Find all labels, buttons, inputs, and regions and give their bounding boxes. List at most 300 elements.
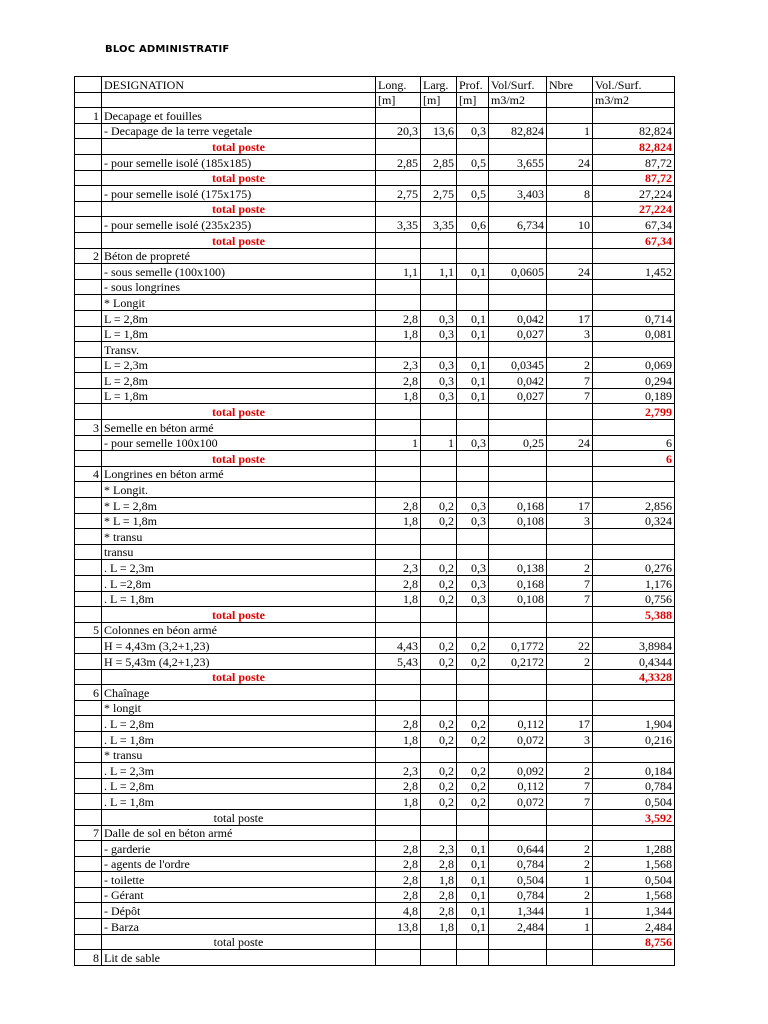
cell-designation: - Decapage de la terre vegetale <box>102 123 376 139</box>
cell-unit-volume <box>489 420 547 436</box>
cell-unit-volume: 0,0345 <box>489 357 547 373</box>
cell-unit-volume <box>489 825 547 841</box>
cell-length: 1,8 <box>376 388 421 404</box>
cell-width: 0,2 <box>421 591 457 607</box>
cell-length: 1,1 <box>376 264 421 280</box>
cell-count <box>547 404 593 420</box>
cell-width: 0,3 <box>421 310 457 326</box>
cell-designation: . L = 1,8m <box>102 794 376 810</box>
cell-count: 3 <box>547 326 593 342</box>
cell-width <box>421 279 457 295</box>
cell-count: 24 <box>547 264 593 280</box>
cell-depth: 0,6 <box>457 217 489 233</box>
cell-depth: 0,2 <box>457 731 489 747</box>
cell-total-volume: 1,288 <box>593 841 675 857</box>
cell-item-number <box>75 716 102 732</box>
cell-count <box>547 482 593 498</box>
cell-total-volume <box>593 108 675 124</box>
cell-unit-volume <box>489 279 547 295</box>
cell-designation: * L = 2,8m <box>102 498 376 514</box>
cell-width: 0,3 <box>421 388 457 404</box>
cell-count: 2 <box>547 763 593 779</box>
cell-width: 0,3 <box>421 357 457 373</box>
cell-count: 2 <box>547 560 593 576</box>
cell-unit-volume: 0,168 <box>489 576 547 592</box>
cell-total-volume: 8,756 <box>593 934 675 950</box>
cell-unit-volume <box>489 232 547 248</box>
cell-count: 2 <box>547 887 593 903</box>
table-row <box>75 295 675 311</box>
cell-total-volume <box>593 279 675 295</box>
table-row <box>75 310 675 326</box>
cell-length: 4,43 <box>376 638 421 654</box>
total-row <box>75 232 675 248</box>
cell-count: 7 <box>547 388 593 404</box>
cell-designation: DESIGNATION <box>102 77 376 93</box>
table-row <box>75 357 675 373</box>
cell-count: 3 <box>547 731 593 747</box>
table-row <box>75 217 675 233</box>
cell-total-volume <box>593 529 675 545</box>
table-row <box>75 248 675 264</box>
cell-unit-volume <box>489 934 547 950</box>
cell-unit-volume: 82,824 <box>489 123 547 139</box>
cell-unit-volume: 0,072 <box>489 794 547 810</box>
cell-unit-volume: m3/m2 <box>489 92 547 108</box>
cell-total-volume: 3,592 <box>593 809 675 825</box>
table-row <box>75 950 675 966</box>
cell-width <box>421 622 457 638</box>
cell-designation: - sous semelle (100x100) <box>102 264 376 280</box>
cell-width <box>421 809 457 825</box>
cell-length <box>376 809 421 825</box>
total-row <box>75 451 675 467</box>
cell-total-volume <box>593 685 675 701</box>
cell-designation: Dalle de sol en béton armé <box>102 825 376 841</box>
cell-item-number <box>75 560 102 576</box>
cell-count <box>547 92 593 108</box>
cell-width: 0,2 <box>421 716 457 732</box>
cell-total-volume <box>593 466 675 482</box>
cell-length: 2,75 <box>376 186 421 202</box>
cell-total-volume: 82,824 <box>593 123 675 139</box>
cell-depth: 0,5 <box>457 154 489 170</box>
cell-length <box>376 747 421 763</box>
cell-total-volume <box>593 747 675 763</box>
cell-length: [m] <box>376 92 421 108</box>
cell-item-number <box>75 92 102 108</box>
cell-depth <box>457 201 489 217</box>
table-row <box>75 841 675 857</box>
cell-item-number <box>75 77 102 93</box>
cell-item-number <box>75 778 102 794</box>
cell-length <box>376 700 421 716</box>
cell-depth <box>457 809 489 825</box>
cell-width: 1 <box>421 435 457 451</box>
cell-unit-volume: 3,403 <box>489 186 547 202</box>
cell-width: 2,8 <box>421 856 457 872</box>
cell-depth <box>457 544 489 560</box>
cell-total-volume: 0,276 <box>593 560 675 576</box>
cell-unit-volume: 0,112 <box>489 778 547 794</box>
cell-unit-volume <box>489 685 547 701</box>
cell-designation: total poste <box>102 170 376 186</box>
cell-depth <box>457 622 489 638</box>
cell-unit-volume: 0,112 <box>489 716 547 732</box>
cell-count: 1 <box>547 903 593 919</box>
cell-item-number <box>75 388 102 404</box>
cell-item-number: 2 <box>75 248 102 264</box>
cell-item-number <box>75 700 102 716</box>
cell-count <box>547 809 593 825</box>
cell-length: 20,3 <box>376 123 421 139</box>
cell-depth: 0,2 <box>457 638 489 654</box>
cell-unit-volume: 0,1772 <box>489 638 547 654</box>
cell-length: 1,8 <box>376 326 421 342</box>
cell-total-volume: 0,294 <box>593 373 675 389</box>
table-row <box>75 872 675 888</box>
cell-count: 2 <box>547 357 593 373</box>
cell-count: 7 <box>547 576 593 592</box>
cell-width: [m] <box>421 92 457 108</box>
cell-designation: * longit <box>102 700 376 716</box>
cell-count <box>547 420 593 436</box>
cell-designation: . L = 2,3m <box>102 560 376 576</box>
cell-width: 0,2 <box>421 638 457 654</box>
cell-total-volume <box>593 544 675 560</box>
cell-depth <box>457 607 489 623</box>
cell-item-number <box>75 576 102 592</box>
cell-unit-volume <box>489 809 547 825</box>
table-row <box>75 342 675 358</box>
cell-length: 2,3 <box>376 763 421 779</box>
cell-total-volume: 67,34 <box>593 232 675 248</box>
cell-depth: 0,5 <box>457 186 489 202</box>
cell-width: 2,3 <box>421 841 457 857</box>
cell-designation: total poste <box>102 201 376 217</box>
cell-width <box>421 466 457 482</box>
cell-item-number <box>75 326 102 342</box>
cell-length <box>376 404 421 420</box>
cell-item-number <box>75 498 102 514</box>
cell-unit-volume: 0,644 <box>489 841 547 857</box>
cell-width: 0,2 <box>421 794 457 810</box>
cell-depth <box>457 170 489 186</box>
cell-total-volume: 87,72 <box>593 154 675 170</box>
cell-count <box>547 950 593 966</box>
cell-count <box>547 279 593 295</box>
cell-depth <box>457 295 489 311</box>
cell-item-number: 3 <box>75 420 102 436</box>
cell-item-number <box>75 513 102 529</box>
cell-width <box>421 482 457 498</box>
table-row <box>75 388 675 404</box>
table-row <box>75 498 675 514</box>
cell-total-volume: 27,224 <box>593 186 675 202</box>
cell-designation: - Gérant <box>102 887 376 903</box>
cell-depth <box>457 420 489 436</box>
cell-count <box>547 700 593 716</box>
cell-width: 0,2 <box>421 513 457 529</box>
cell-unit-volume: 0,027 <box>489 388 547 404</box>
cell-length: 3,35 <box>376 217 421 233</box>
cell-item-number <box>75 669 102 685</box>
cell-count: 3 <box>547 513 593 529</box>
cell-width: 1,1 <box>421 264 457 280</box>
total-row <box>75 607 675 623</box>
cell-count <box>547 934 593 950</box>
cell-depth <box>457 108 489 124</box>
cell-designation: - Barza <box>102 919 376 935</box>
cell-width <box>421 950 457 966</box>
cell-width: 0,3 <box>421 373 457 389</box>
cell-length <box>376 342 421 358</box>
cell-depth: 0,2 <box>457 716 489 732</box>
cell-item-number: 1 <box>75 108 102 124</box>
cell-width <box>421 295 457 311</box>
cell-count <box>547 825 593 841</box>
cell-length: 2,85 <box>376 154 421 170</box>
table-row <box>75 326 675 342</box>
cell-total-volume <box>593 700 675 716</box>
cell-width: 2,85 <box>421 154 457 170</box>
cell-designation: total poste <box>102 669 376 685</box>
cell-unit-volume: 0,042 <box>489 310 547 326</box>
cell-designation: H = 4,43m (3,2+1,23) <box>102 638 376 654</box>
table-row <box>75 186 675 202</box>
cell-item-number <box>75 638 102 654</box>
cell-length <box>376 201 421 217</box>
cell-unit-volume: 0,504 <box>489 872 547 888</box>
cell-count: 17 <box>547 716 593 732</box>
cell-length <box>376 170 421 186</box>
table-row <box>75 763 675 779</box>
cell-item-number <box>75 841 102 857</box>
cell-designation: Lit de sable <box>102 950 376 966</box>
cell-designation: L = 1,8m <box>102 326 376 342</box>
cell-count <box>547 295 593 311</box>
cell-designation: total poste <box>102 232 376 248</box>
cell-designation: - pour semelle isolé (175x175) <box>102 186 376 202</box>
cell-width <box>421 934 457 950</box>
cell-count <box>547 669 593 685</box>
cell-width <box>421 170 457 186</box>
cell-width: 0,2 <box>421 576 457 592</box>
table-row <box>75 685 675 701</box>
cell-count: 1 <box>547 919 593 935</box>
cell-length <box>376 950 421 966</box>
cell-total-volume <box>593 248 675 264</box>
cell-length: 2,8 <box>376 856 421 872</box>
cell-depth <box>457 747 489 763</box>
cell-width <box>421 404 457 420</box>
cell-width: 0,2 <box>421 560 457 576</box>
total-row <box>75 170 675 186</box>
cell-total-volume: 2,799 <box>593 404 675 420</box>
cell-unit-volume <box>489 108 547 124</box>
cell-depth <box>457 700 489 716</box>
table-row <box>75 373 675 389</box>
cell-designation: Semelle en béton armé <box>102 420 376 436</box>
cell-count <box>547 529 593 545</box>
cell-total-volume: m3/m2 <box>593 92 675 108</box>
cell-count <box>547 248 593 264</box>
cell-item-number <box>75 903 102 919</box>
cell-item-number <box>75 154 102 170</box>
cell-item-number <box>75 264 102 280</box>
cell-depth: 0,1 <box>457 357 489 373</box>
table-row <box>75 544 675 560</box>
cell-total-volume: 5,388 <box>593 607 675 623</box>
cell-length: 1,8 <box>376 731 421 747</box>
cell-count: 24 <box>547 435 593 451</box>
cell-unit-volume: 0,784 <box>489 856 547 872</box>
cell-depth: 0,1 <box>457 326 489 342</box>
cell-unit-volume <box>489 544 547 560</box>
cell-width: 0,2 <box>421 653 457 669</box>
table-row <box>75 700 675 716</box>
table-row <box>75 108 675 124</box>
cell-item-number <box>75 139 102 155</box>
cell-designation: . L = 2,8m <box>102 778 376 794</box>
cell-item-number <box>75 529 102 545</box>
cell-depth: 0,3 <box>457 123 489 139</box>
cell-total-volume: 0,216 <box>593 731 675 747</box>
cell-width <box>421 342 457 358</box>
cell-width <box>421 700 457 716</box>
cell-designation: Longrines en béton armé <box>102 466 376 482</box>
bill-of-quantities-table <box>74 76 675 966</box>
cell-count <box>547 170 593 186</box>
total-row <box>75 669 675 685</box>
cell-unit-volume <box>489 747 547 763</box>
table-row <box>75 123 675 139</box>
cell-depth <box>457 248 489 264</box>
cell-length: 2,8 <box>376 498 421 514</box>
cell-width: 0,2 <box>421 731 457 747</box>
cell-designation: Transv. <box>102 342 376 358</box>
cell-length <box>376 108 421 124</box>
cell-designation: H = 5,43m (4,2+1,23) <box>102 653 376 669</box>
cell-length: 2,8 <box>376 872 421 888</box>
cell-unit-volume <box>489 201 547 217</box>
cell-length: 13,8 <box>376 919 421 935</box>
cell-count: Nbre <box>547 77 593 93</box>
cell-designation: Béton de propreté <box>102 248 376 264</box>
cell-depth: 0,3 <box>457 435 489 451</box>
cell-unit-volume <box>489 669 547 685</box>
cell-item-number <box>75 919 102 935</box>
table-row <box>75 903 675 919</box>
cell-length <box>376 139 421 155</box>
cell-count: 2 <box>547 841 593 857</box>
table-row <box>75 154 675 170</box>
table-row <box>75 794 675 810</box>
cell-depth <box>457 342 489 358</box>
cell-length <box>376 529 421 545</box>
cell-depth <box>457 466 489 482</box>
cell-total-volume <box>593 342 675 358</box>
cell-depth: 0,2 <box>457 778 489 794</box>
cell-length <box>376 466 421 482</box>
table-row <box>75 731 675 747</box>
cell-total-volume: 0,189 <box>593 388 675 404</box>
cell-unit-volume: 0,0605 <box>489 264 547 280</box>
cell-count: 8 <box>547 186 593 202</box>
cell-designation: L = 2,8m <box>102 373 376 389</box>
cell-width: 0,2 <box>421 763 457 779</box>
cell-designation: L = 2,8m <box>102 310 376 326</box>
cell-unit-volume <box>489 622 547 638</box>
cell-depth: 0,1 <box>457 872 489 888</box>
cell-designation: - pour semelle isolé (235x235) <box>102 217 376 233</box>
cell-length: 4,8 <box>376 903 421 919</box>
total-row <box>75 809 675 825</box>
cell-item-number <box>75 123 102 139</box>
cell-depth <box>457 934 489 950</box>
cell-total-volume: 1,568 <box>593 856 675 872</box>
cell-unit-volume <box>489 482 547 498</box>
cell-item-number <box>75 544 102 560</box>
cell-count: 17 <box>547 310 593 326</box>
cell-item-number <box>75 310 102 326</box>
cell-width: 1,8 <box>421 919 457 935</box>
cell-item-number <box>75 295 102 311</box>
cell-total-volume <box>593 622 675 638</box>
cell-total-volume: Vol./Surf. <box>593 77 675 93</box>
cell-item-number <box>75 357 102 373</box>
cell-depth <box>457 451 489 467</box>
header-row <box>75 77 675 93</box>
total-row <box>75 201 675 217</box>
cell-designation: total poste <box>102 607 376 623</box>
cell-depth: 0,1 <box>457 887 489 903</box>
cell-count: 2 <box>547 653 593 669</box>
cell-total-volume: 0,714 <box>593 310 675 326</box>
cell-count <box>547 342 593 358</box>
cell-item-number <box>75 232 102 248</box>
cell-total-volume <box>593 295 675 311</box>
cell-depth: 0,3 <box>457 498 489 514</box>
table-body <box>75 77 675 966</box>
cell-depth <box>457 482 489 498</box>
cell-width: Larg. <box>421 77 457 93</box>
cell-item-number <box>75 887 102 903</box>
table-row <box>75 638 675 654</box>
cell-designation: . L = 1,8m <box>102 731 376 747</box>
cell-length: 1,8 <box>376 591 421 607</box>
total-row <box>75 139 675 155</box>
cell-unit-volume: 1,344 <box>489 903 547 919</box>
cell-width <box>421 685 457 701</box>
cell-length <box>376 622 421 638</box>
cell-depth <box>457 950 489 966</box>
cell-length: 2,3 <box>376 560 421 576</box>
cell-item-number <box>75 934 102 950</box>
cell-width: 2,75 <box>421 186 457 202</box>
cell-depth <box>457 279 489 295</box>
cell-depth: Prof. <box>457 77 489 93</box>
table-row <box>75 435 675 451</box>
cell-count <box>547 108 593 124</box>
cell-designation: - agents de l'ordre <box>102 856 376 872</box>
cell-item-number <box>75 794 102 810</box>
cell-length <box>376 232 421 248</box>
cell-unit-volume: 0,784 <box>489 887 547 903</box>
cell-unit-volume <box>489 950 547 966</box>
cell-count: 2 <box>547 856 593 872</box>
cell-total-volume: 2,856 <box>593 498 675 514</box>
